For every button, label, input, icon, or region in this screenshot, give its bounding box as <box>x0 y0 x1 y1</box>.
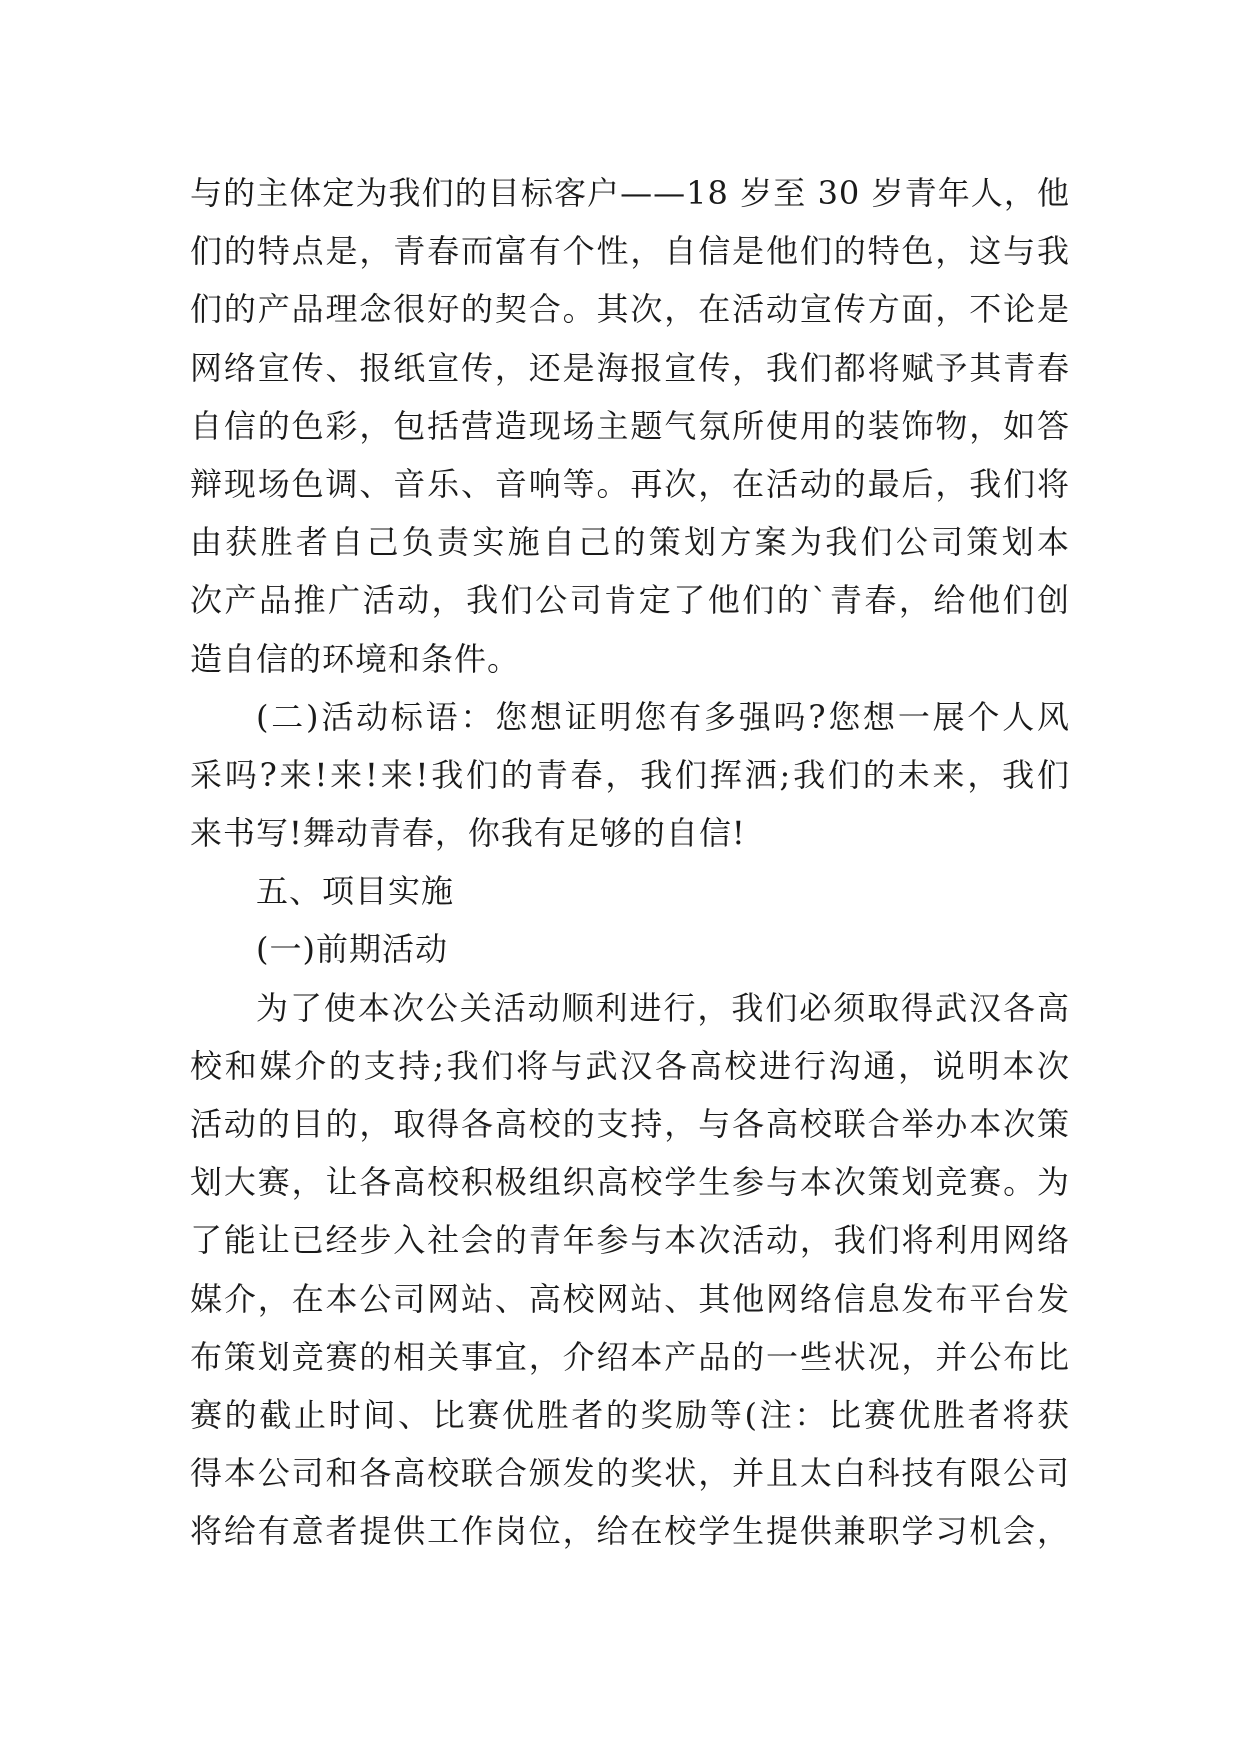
paragraph-line: 布策划竞赛的相关事宜，介绍本产品的一些状况，并公布比 <box>190 1337 1070 1376</box>
paragraph-line: 划大赛，让各高校积极组织高校学生参与本次策划竞赛。为 <box>190 1163 1070 1202</box>
paragraph-line: 为了使本次公关活动顺利进行，我们必须取得武汉各高 <box>256 988 1070 1027</box>
paragraph-line: 辩现场色调、音乐、音响等。再次，在活动的最后，我们将 <box>190 464 1070 503</box>
paragraph-line: 与的主体定为我们的目标客户——18 岁至 30 岁青年人，他 <box>190 174 1070 212</box>
subsection-heading: (一)前期活动 <box>256 930 448 969</box>
paragraph-line: 们的特点是，青春而富有个性，自信是他们的特色，这与我 <box>190 232 1070 271</box>
paragraph-line: 将给有意者提供工作岗位，给在校学生提供兼职学习机会， <box>190 1512 1070 1551</box>
document-body <box>190 164 1090 1561</box>
paragraph-line: 造自信的环境和条件。 <box>190 639 521 678</box>
paragraph-line: 由获胜者自己负责实施自己的策划方案为我们公司策划本 <box>190 523 1070 562</box>
section-heading: 五、项目实施 <box>256 872 455 911</box>
paragraph-line: 次产品推广活动，我们公司肯定了他们的`青春，给他们创 <box>190 581 1070 620</box>
paragraph-line: 了能让已经步入社会的青年参与本次活动，我们将利用网络 <box>190 1221 1070 1260</box>
paragraph-line: 来书写!舞动青春，你我有足够的自信! <box>190 814 746 853</box>
paragraph-line: 们的产品理念很好的契合。其次，在活动宣传方面，不论是 <box>190 290 1070 329</box>
paragraph-line: 自信的色彩，包括营造现场主题气氛所使用的装饰物，如答 <box>190 406 1070 445</box>
paragraph-line: 采吗?来!来!来!我们的青春，我们挥洒;我们的未来，我们 <box>190 755 1070 794</box>
paragraph-line: 网络宣传、报纸宣传，还是海报宣传，我们都将赋予其青春 <box>190 348 1070 387</box>
paragraph-line: (二)活动标语：您想证明您有多强吗?您想一展个人风 <box>256 697 1070 736</box>
paragraph-line: 活动的目的，取得各高校的支持，与各高校联合举办本次策 <box>190 1105 1070 1143</box>
paragraph-line: 得本公司和各高校联合颁发的奖状，并且太白科技有限公司 <box>190 1454 1070 1493</box>
paragraph-line: 赛的截止时间、比赛优胜者的奖励等(注：比赛优胜者将获 <box>190 1395 1070 1434</box>
paragraph-line: 媒介，在本公司网站、高校网站、其他网络信息发布平台发 <box>190 1279 1070 1318</box>
paragraph-line: 校和媒介的支持;我们将与武汉各高校进行沟通，说明本次 <box>190 1046 1070 1085</box>
